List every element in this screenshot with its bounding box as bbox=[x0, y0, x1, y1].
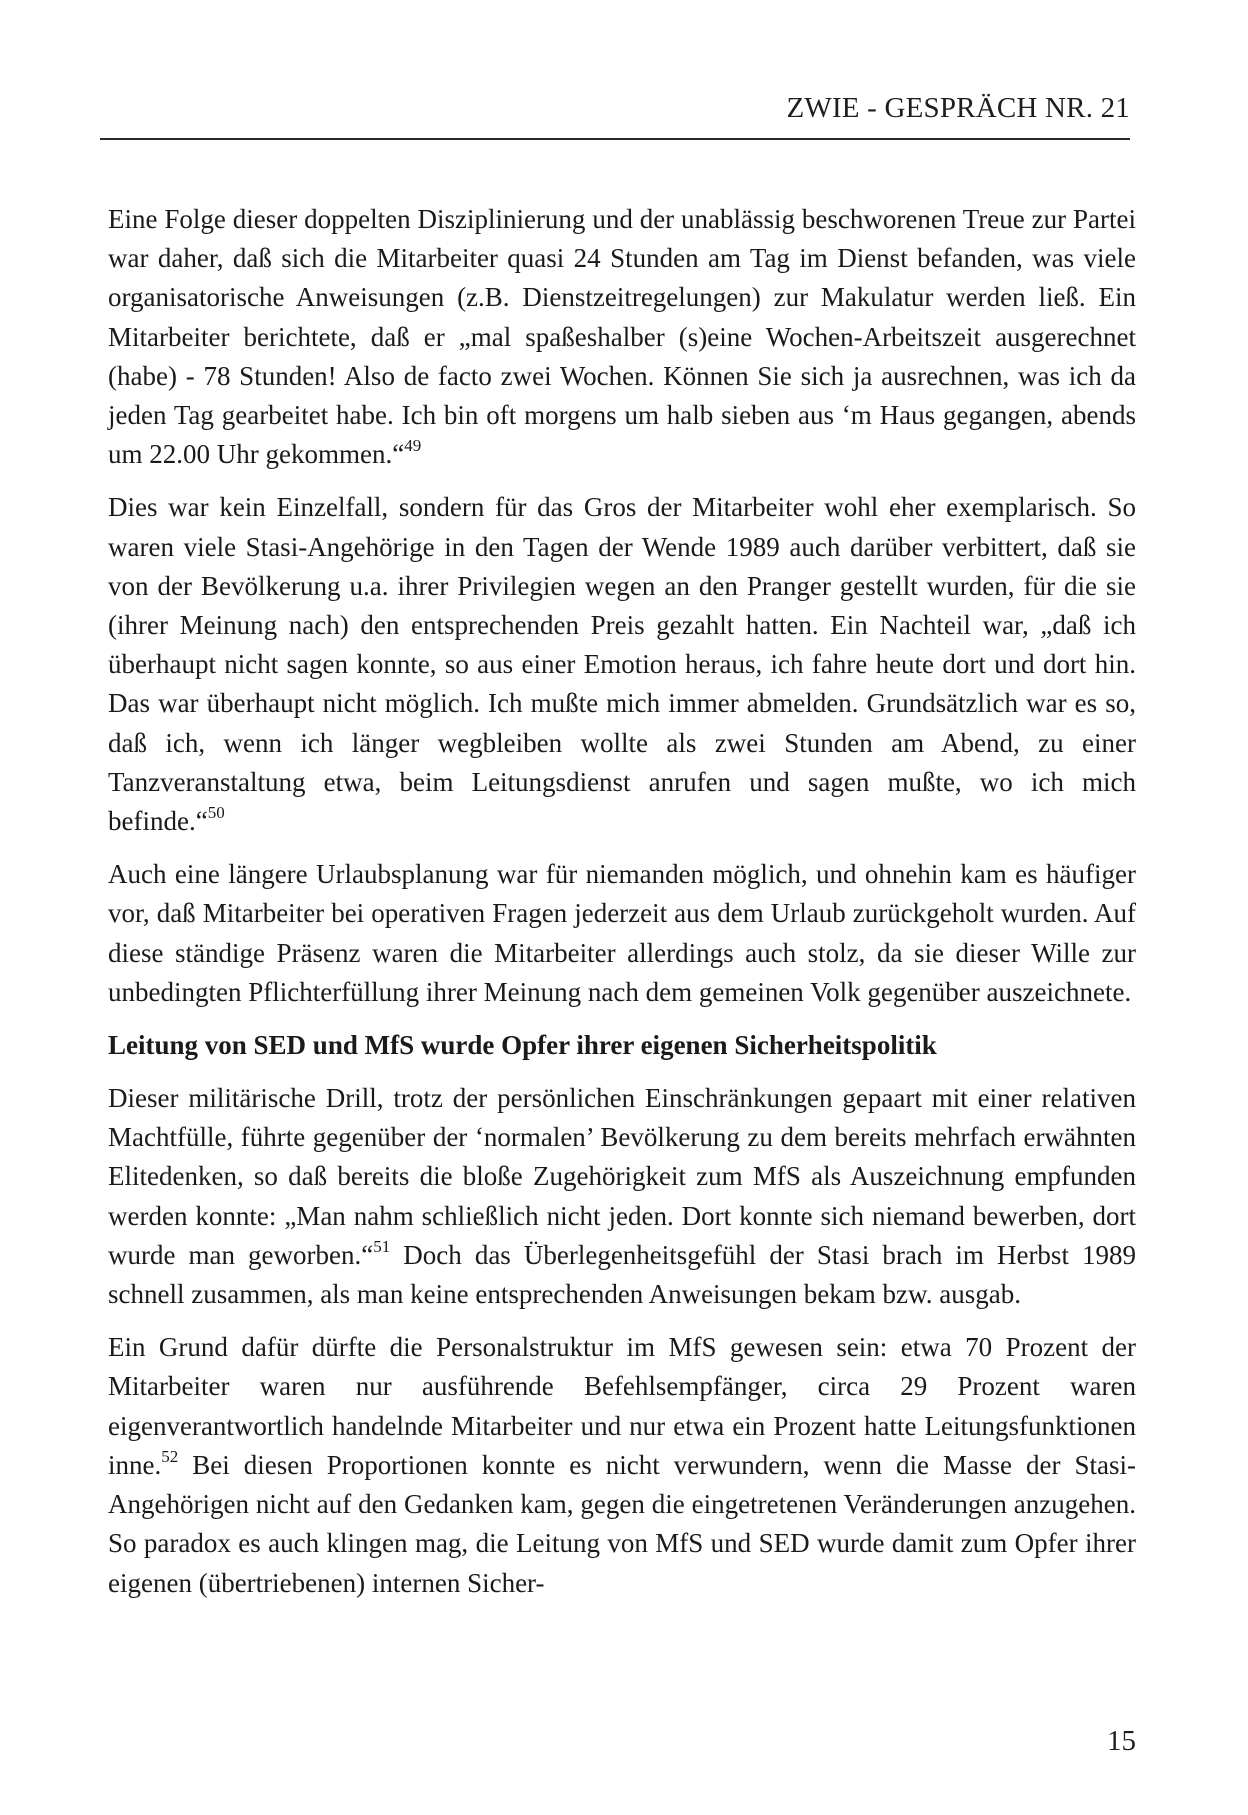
paragraph-text: Doch das Überlegenheitsgefühl der Stasi brach im Herbst 1989 schnell zusammen, als man keine entsprechenden Anweisungen bekam bzw. ausgab. bbox=[108, 1239, 1136, 1310]
paragraph-text: Dieser militärische Drill, trotz der persönlichen Einschränkungen gepaart mit einer relativen Machtfülle, führte gegenüber der ‘normalen’ Bevölkerung zu dem bereits mehrfach erwähnten Elitedenken, so daß bereits die bloße Zugehörigkeit zum MfS als Auszeichnung empfunden werden konnte: „Man nahm schließlich nicht jeden. Dort konnte sich niemand bewerben, dort wurde man geworben.“ bbox=[108, 1083, 1136, 1270]
paragraph bbox=[108, 200, 1136, 474]
paragraph-text: Ein Grund dafür dürfte die Personalstruktur im MfS gewesen sein: etwa 70 Prozent der Mitarbeiter waren nur ausführende Befehlsempfänger, circa 29 Prozent waren eigenverantwortlich handelnde Mitarbeiter und nur etwa ein Prozent hatte Leitungsfunktionen inne. bbox=[108, 1332, 1136, 1480]
running-header: ZWIE - GESPRÄCH NR. 21 bbox=[786, 92, 1130, 124]
paragraph-text: Dies war kein Einzelfall, sondern für das Gros der Mitarbeiter wohl eher exemplarisch. So waren viele Stasi-Angehörige in den Tagen der Wende 1989 auch darüber verbittert, daß sie von der Bevölkerung u.a. ihrer Privilegien wegen an den Pranger gestellt wurden, für die sie (ihrer Meinung nach) den entsprechenden Preis gezahlt hatten. Ein Nachteil war, „daß ich überhaupt nicht sagen konnte, so aus einer Emotion heraus, ich fahre heute dort und dort hin. Das war überhaupt nicht möglich. Ich mußte mich immer abmelden. Grundsätzlich war es so, daß ich, wenn ich länger wegbleiben wollte als zwei Stunden am Abend, zu einer Tanzveranstaltung etwa, beim Leitungsdienst anrufen und sagen mußte, wo ich mich befinde.“ bbox=[108, 492, 1136, 837]
paragraph bbox=[108, 1079, 1136, 1314]
paragraph bbox=[108, 855, 1136, 1012]
footnote-ref[interactable]: 52 bbox=[161, 1446, 179, 1466]
footnote-ref[interactable]: 49 bbox=[404, 436, 422, 456]
paragraph bbox=[108, 1328, 1136, 1602]
footnote-ref[interactable]: 51 bbox=[373, 1236, 391, 1256]
paragraph-text: Auch eine längere Urlaubsplanung war für niemanden möglich, und ohnehin kam es häufiger vor, daß Mitarbeiter bei operativen Fragen jederzeit aus dem Urlaub zurückgeholt wurden. Auf diese ständige Präsenz waren die Mitarbeiter allerdings auch stolz, da sie dieser Wille zur unbedingten Pflichterfüllung ihrer Meinung nach dem gemeinen Volk gegenüber auszeichnete. bbox=[108, 859, 1136, 1007]
footnote-ref[interactable]: 50 bbox=[207, 803, 225, 823]
page-number: 15 bbox=[1107, 1725, 1136, 1757]
section-heading: Leitung von SED und MfS wurde Opfer ihrer eigenen Sicherheitspolitik bbox=[108, 1030, 937, 1061]
header-rule bbox=[100, 138, 1130, 140]
paragraph-text: Bei diesen Proportionen konnte es nicht verwundern, wenn die Masse der Stasi-Angehörigen nicht auf den Gedanken kam, gegen die eingetretenen Veränderungen anzugehen. So paradox es auch klingen mag, die Leitung von MfS und SED wurde damit zum Opfer ihrer eigenen (übertriebenen) internen Sicher- bbox=[108, 1449, 1136, 1598]
body-text bbox=[108, 200, 1136, 1617]
paragraph bbox=[108, 488, 1136, 841]
paragraph-text: Eine Folge dieser doppelten Disziplinierung und der unablässig beschworenen Treue zur Partei war daher, daß sich die Mitarbeiter quasi 24 Stunden am Tag im Dienst befanden, was viele organisatorische Anweisungen (z.B. Dienstzeitregelungen) zur Makulatur werden ließ. Ein Mitarbeiter berichtete, daß er „mal spaßeshalber (s)eine Wochen-Arbeitszeit ausgerechnet (habe) - 78 Stunden! Also de facto zwei Wochen. Können Sie sich ja ausrechnen, was ich da jeden Tag gearbeitet habe. Ich bin oft morgens um halb sieben aus ‘m Haus gegangen, abends um 22.00 Uhr gekommen.“ bbox=[108, 204, 1136, 470]
